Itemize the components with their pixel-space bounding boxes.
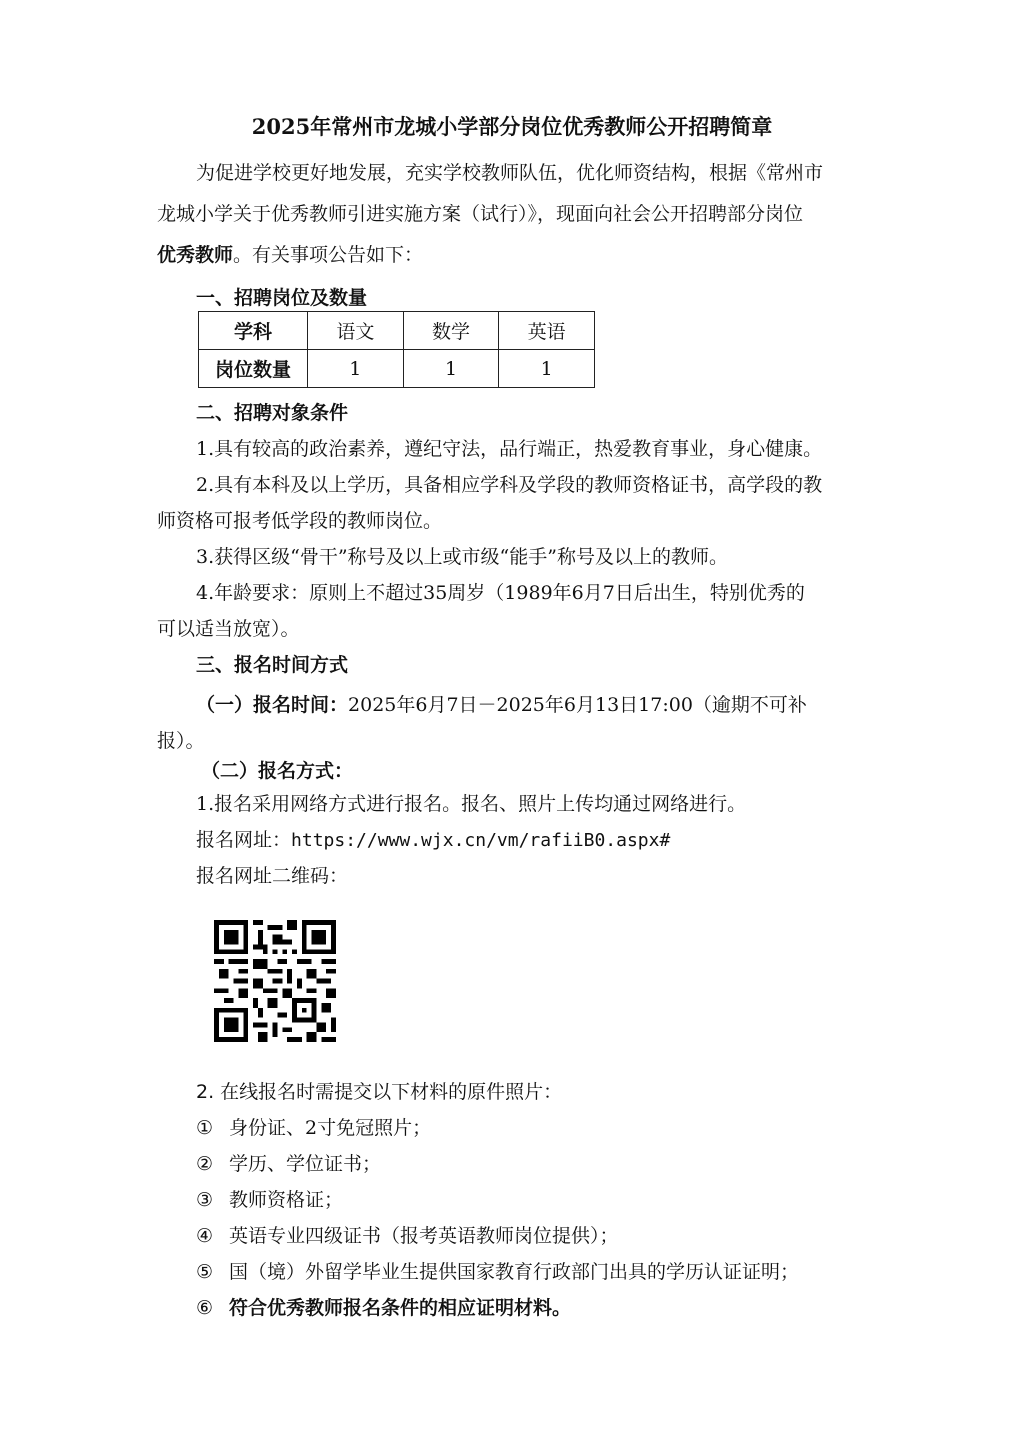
material-number: ②: [196, 1153, 214, 1175]
material-number: ⑤: [196, 1261, 214, 1283]
material-text: 身份证、2寸免冠照片；: [229, 1117, 432, 1139]
material-number: ⑥: [196, 1297, 214, 1319]
registration-time-value: 2025年6月7日－2025年6月13日17:00（逾期不可补: [348, 694, 807, 716]
row-header-subject: 学科: [199, 312, 308, 350]
section-1-heading: 一、招聘岗位及数量: [196, 287, 368, 309]
qr-code-icon: [214, 920, 336, 1042]
material-text: 英语专业四级证书（报考英语教师岗位提供）；: [229, 1225, 619, 1247]
table-cell: 英语: [499, 312, 595, 350]
condition-2-cont: 师资格可报考低学段的教师岗位。: [157, 510, 443, 532]
material-text: 符合优秀教师报名条件的相应证明材料。: [229, 1297, 572, 1319]
intro-line-1: 为促进学校更好地发展，充实学校教师队伍，优化师资结构，根据《常州市: [196, 162, 824, 184]
materials-intro: [196, 1079, 562, 1105]
section-3-heading: 三、报名时间方式: [196, 654, 349, 676]
intro-emphasis: 优秀教师: [157, 244, 234, 266]
table-cell: 语文: [308, 312, 404, 350]
material-number: ①: [196, 1117, 214, 1139]
table-row: [199, 312, 595, 350]
material-number: ④: [196, 1225, 214, 1247]
condition-3: 3.获得区级“骨干”称号及以上或市级“能手”称号及以上的教师。: [196, 546, 728, 568]
intro-rest: 。有关事项公告如下：: [233, 244, 424, 266]
material-text: 教师资格证；: [229, 1189, 344, 1211]
registration-time-label: （一）报名时间：: [196, 694, 349, 716]
table-cell: 1: [403, 350, 499, 388]
list-item: [196, 1115, 431, 1141]
table-cell: 1: [308, 350, 404, 388]
registration-method-label: （二）报名方式：: [201, 760, 354, 782]
section-2-heading: 二、招聘对象条件: [196, 402, 349, 424]
list-item: [196, 1223, 619, 1249]
registration-url-link[interactable]: https://www.wjx.cn/vm/rafiiB0.aspx#: [291, 830, 671, 851]
document-title: 2025年常州市龙城小学部分岗位优秀教师公开招聘简章: [251, 114, 773, 139]
list-item: [196, 1259, 799, 1285]
row-header-count: 岗位数量: [199, 350, 308, 388]
condition-4-cont: 可以适当放宽）。: [157, 618, 300, 640]
intro-line-3: [157, 242, 423, 268]
list-item: [196, 1187, 343, 1213]
registration-url-line: [196, 827, 670, 854]
registration-method-1: 1.报名采用网络方式进行报名。报名、照片上传均通过网络进行。: [196, 793, 747, 815]
intro-line-2: 龙城小学关于优秀教师引进实施方案（试行）》，现面向社会公开招聘部分岗位: [157, 203, 804, 225]
qr-code-label: 报名网址二维码：: [196, 865, 349, 887]
table-cell: 1: [499, 350, 595, 388]
materials-intro-text: 2. 在线报名时需提交以下材料的原件照片：: [196, 1081, 563, 1103]
registration-time-cont: 报）。: [157, 730, 205, 752]
material-text: 国（境）外留学毕业生提供国家教育行政部门出具的学历认证证明；: [229, 1261, 800, 1283]
table-row: [199, 350, 595, 388]
material-number: ③: [196, 1189, 214, 1211]
registration-url-label: 报名网址：: [196, 829, 292, 851]
condition-4: 4.年龄要求：原则上不超过35周岁（1989年6月7日后出生，特别优秀的: [196, 582, 805, 604]
table-cell: 数学: [403, 312, 499, 350]
condition-2: 2.具有本科及以上学历，具备相应学科及学段的教师资格证书，高学段的教: [196, 474, 823, 496]
material-text: 学历、学位证书；: [229, 1153, 382, 1175]
registration-time: [196, 692, 807, 718]
list-item: [196, 1151, 381, 1177]
condition-1: 1.具有较高的政治素养，遵纪守法，品行端正，热爱教育事业，身心健康。: [196, 438, 823, 460]
list-item: [196, 1295, 571, 1321]
positions-table: [198, 311, 595, 388]
